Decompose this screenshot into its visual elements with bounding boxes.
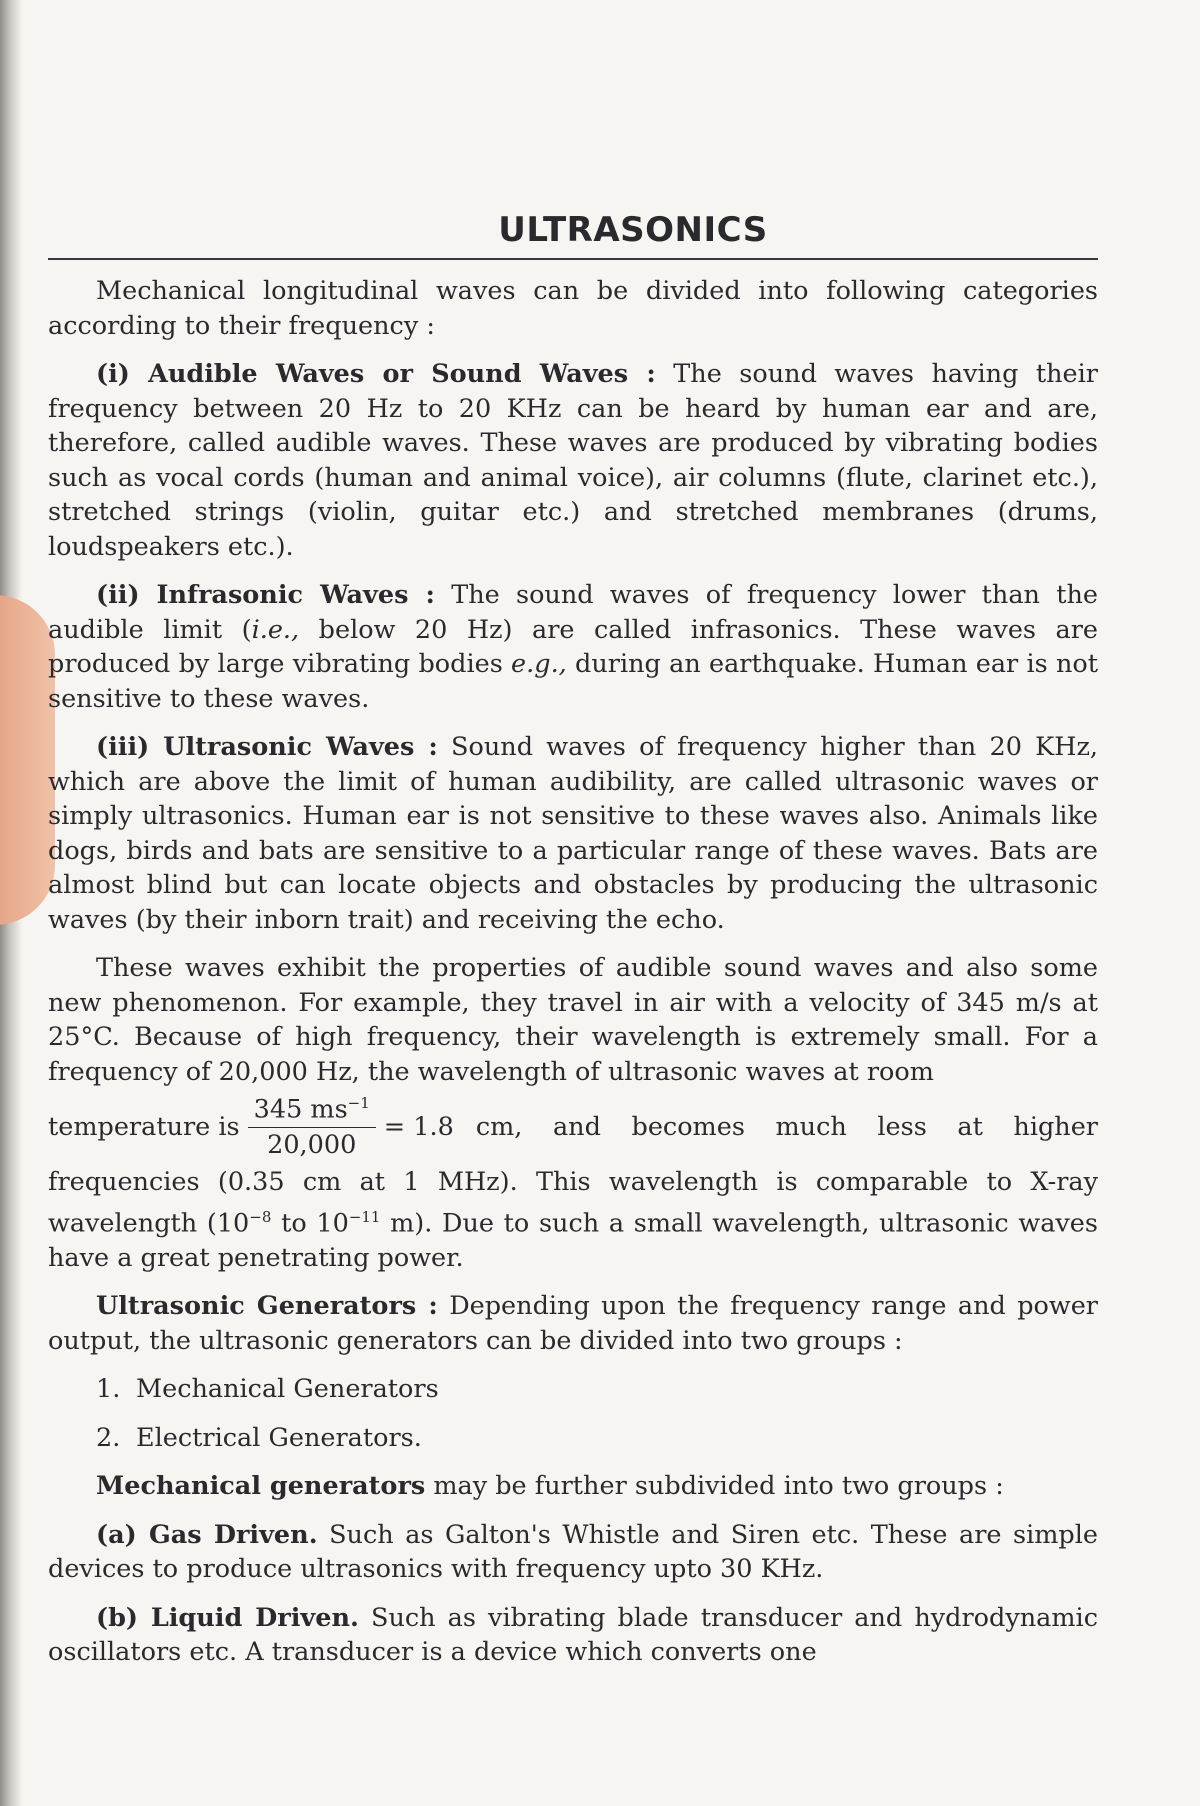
list-number: 2. xyxy=(96,1422,121,1453)
continuation-text-c: m). Due to such a small wavelength, ultrasonic waves have a great penetrating power. xyxy=(48,1208,1098,1273)
liquid-driven-text: Such as vibrating blade transducer and hydrodynamic oscillators etc. A transducer is a device which converts one xyxy=(48,1602,1098,1667)
generators-heading: Ultrasonic Generators : xyxy=(96,1291,438,1321)
continuation-text-b: to 10 xyxy=(271,1208,349,1238)
exponent-2: −11 xyxy=(348,1207,381,1226)
mechanical-text: may be further subdivided into two groups : xyxy=(425,1471,1004,1501)
generators-paragraph xyxy=(48,1289,1098,1358)
gas-driven-paragraph xyxy=(48,1518,1098,1587)
infrasonic-heading: (ii) Infrasonic Waves : xyxy=(96,580,435,610)
infrasonic-eg: e.g., xyxy=(511,649,567,679)
generators-text: Depending upon the frequency range and power output, the ultrasonic generators can be divided into two groups : xyxy=(48,1291,1098,1356)
thumb-holding-page xyxy=(0,595,55,925)
audible-paragraph xyxy=(48,357,1098,564)
title-rule xyxy=(48,258,1098,260)
exponent-1: −8 xyxy=(249,1207,272,1226)
infrasonic-text-c: during an earthquake. Human ear is not sensitive to these waves. xyxy=(48,649,1099,714)
infrasonic-text-b: below 20 Hz) are called infrasonics. These waves are produced by large vibrating bodies xyxy=(48,614,1098,679)
formula-denominator: 20,000 xyxy=(267,1129,357,1160)
infrasonic-paragraph xyxy=(48,578,1098,716)
continuation-text-a: frequencies (0.35 cm at 1 MHz). This wavelength is comparable to X-ray wavelength (10 xyxy=(48,1167,1098,1238)
wavelength-formula-line xyxy=(48,1089,1098,1165)
numerator-text: 345 ms xyxy=(253,1094,348,1125)
intro-paragraph: Mechanical longitudinal waves can be divided into following categories according to their frequency : xyxy=(48,276,1098,341)
formula-result: = 1.8 xyxy=(383,1112,454,1142)
numerator-exponent: −1 xyxy=(347,1094,370,1113)
mechanical-paragraph xyxy=(48,1469,1098,1504)
formula-fraction xyxy=(248,1094,376,1160)
gas-driven-text: Such as Galton's Whistle and Siren etc. These are simple devices to produce ultrasonics with frequency upto 30 KHz. xyxy=(48,1519,1098,1584)
infrasonic-ie: i.e., xyxy=(251,614,300,645)
wavelength-formula xyxy=(240,1094,454,1160)
audible-text: The sound waves having their frequency between 20 Hz to 20 KHz can be heard by human ear and are, therefore, called audible waves. These waves are produced by vibrating bodies such as vocal cords (human and animal voice), air columns (flute, clarinet etc.), stretched strings (violin, guitar etc.) and stretched membranes (drums, loudspeakers etc.). xyxy=(48,359,1098,562)
formula-numerator xyxy=(248,1094,376,1128)
ultrasonic-text: Sound waves of frequency higher than 20 KHz, which are above the limit of human audibility, are called ultrasonic waves or simply ultrasonics. Human ear is not sensitive to these waves also. Animals like dogs, birds and bats are sensitive to a particular range of these waves. Bats are almost blind but can locate objects and obstacles by producing the ultrasonic waves (by their inborn trait) and receiving the echo. xyxy=(48,732,1098,935)
list-item xyxy=(96,1372,1098,1407)
liquid-driven-paragraph xyxy=(48,1601,1098,1670)
list-number: 1. xyxy=(96,1374,121,1404)
list-item xyxy=(96,1421,1098,1456)
formula-post-text: cm, and becomes much less at higher xyxy=(475,1112,1098,1142)
mechanical-heading: Mechanical generators xyxy=(96,1471,426,1501)
audible-heading: (i) Audible Waves or Sound Waves : xyxy=(96,359,656,389)
page-title: ULTRASONICS xyxy=(498,210,768,250)
properties-continuation xyxy=(48,1165,1098,1275)
liquid-driven-heading: (b) Liquid Driven. xyxy=(96,1602,359,1633)
book-page xyxy=(48,210,1098,1684)
infrasonic-text-a: The sound waves of frequency lower than the audible limit ( xyxy=(48,580,1099,645)
list-label: Mechanical Generators xyxy=(136,1374,439,1404)
formula-pre-text: temperature is xyxy=(48,1112,240,1142)
ultrasonic-heading: (iii) Ultrasonic Waves : xyxy=(96,732,438,762)
list-label: Electrical Generators. xyxy=(136,1422,422,1453)
gas-driven-heading: (a) Gas Driven. xyxy=(96,1519,318,1550)
ultrasonic-paragraph xyxy=(48,730,1098,937)
properties-paragraph: These waves exhibit the properties of audible sound waves and also some new phenomenon. For example, they travel in air with a velocity of 345 m/s at 25°C. Because of high frequency, their wavelength is extremely small. For a frequency of 20,000 Hz, the wavelength of ultrasonic waves at room xyxy=(48,953,1098,1087)
